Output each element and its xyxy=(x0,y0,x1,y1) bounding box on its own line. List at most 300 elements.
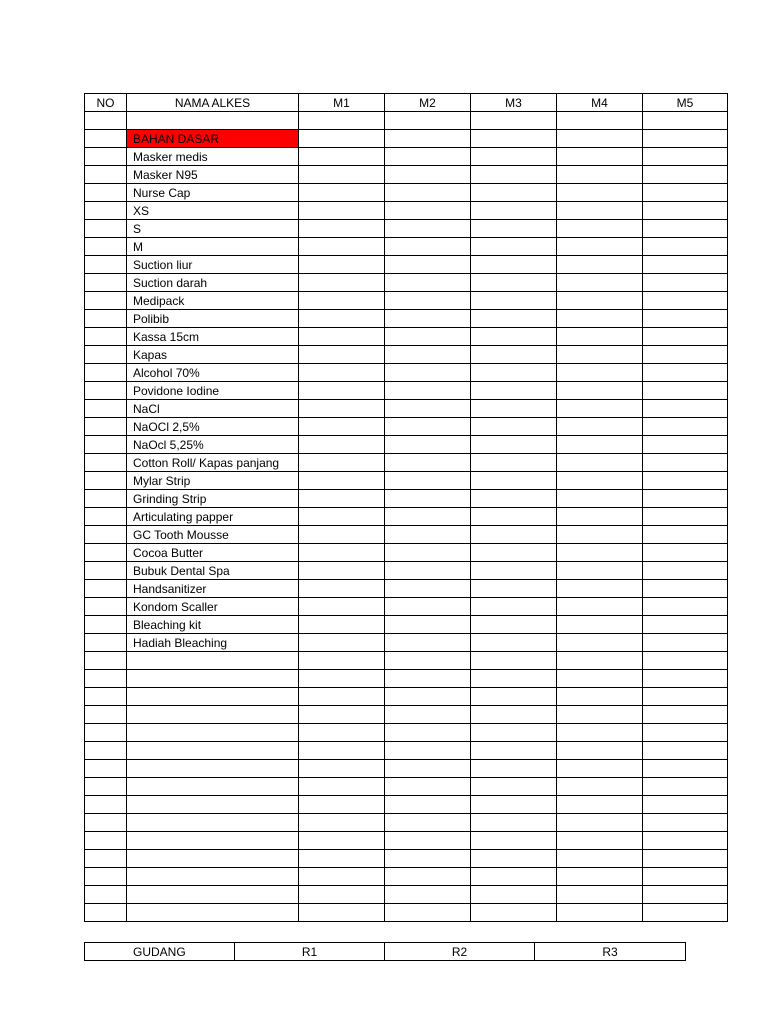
m5-cell xyxy=(643,238,728,256)
m1-cell xyxy=(299,454,385,472)
m3-cell xyxy=(471,328,557,346)
table-row xyxy=(85,202,728,220)
m3-cell xyxy=(471,364,557,382)
no-cell xyxy=(85,868,127,886)
m5-cell xyxy=(643,346,728,364)
no-cell xyxy=(85,760,127,778)
no-cell xyxy=(85,202,127,220)
m2-cell xyxy=(385,580,471,598)
no-cell xyxy=(85,166,127,184)
m5-cell xyxy=(643,490,728,508)
nama-alkes-cell xyxy=(127,868,299,886)
empty-row xyxy=(85,814,728,832)
m4-cell xyxy=(557,400,643,418)
m4-cell xyxy=(557,724,643,742)
m3-cell xyxy=(471,580,557,598)
m4-cell xyxy=(557,832,643,850)
m4-cell xyxy=(557,238,643,256)
nama-alkes-cell: Masker N95 xyxy=(127,166,299,184)
m4-cell xyxy=(557,184,643,202)
table-row xyxy=(85,346,728,364)
m1-cell xyxy=(299,868,385,886)
m1-cell xyxy=(299,688,385,706)
m5-cell xyxy=(643,562,728,580)
empty-row xyxy=(85,832,728,850)
table-row xyxy=(85,436,728,454)
nama-alkes-cell xyxy=(127,832,299,850)
nama-alkes-cell xyxy=(127,796,299,814)
nama-alkes-cell: Nurse Cap xyxy=(127,184,299,202)
m1-cell xyxy=(299,850,385,868)
m2-cell xyxy=(385,670,471,688)
m1-cell xyxy=(299,328,385,346)
table-row xyxy=(85,454,728,472)
m3-cell xyxy=(471,112,557,130)
m4-cell xyxy=(557,580,643,598)
m1-cell xyxy=(299,310,385,328)
table-row xyxy=(85,148,728,166)
m1-cell xyxy=(299,256,385,274)
m4-cell xyxy=(557,688,643,706)
m1-cell xyxy=(299,886,385,904)
nama-alkes-cell xyxy=(127,760,299,778)
empty-row xyxy=(85,652,728,670)
table-row xyxy=(85,274,728,292)
m1-cell xyxy=(299,148,385,166)
m4-cell xyxy=(557,652,643,670)
m1-cell xyxy=(299,544,385,562)
m1-cell xyxy=(299,526,385,544)
m3-cell xyxy=(471,724,557,742)
m5-cell xyxy=(643,166,728,184)
m1-cell xyxy=(299,346,385,364)
no-cell xyxy=(85,886,127,904)
m4-cell xyxy=(557,382,643,400)
m3-cell xyxy=(471,616,557,634)
m2-cell xyxy=(385,832,471,850)
m3-cell xyxy=(471,562,557,580)
m3-cell xyxy=(471,706,557,724)
m4-cell xyxy=(557,526,643,544)
nama-alkes-cell: NaOCl 2,5% xyxy=(127,418,299,436)
no-cell xyxy=(85,598,127,616)
nama-alkes-cell: Cotton Roll/ Kapas panjang xyxy=(127,454,299,472)
m5-cell xyxy=(643,904,728,922)
no-cell xyxy=(85,814,127,832)
empty-row xyxy=(85,742,728,760)
m5-cell xyxy=(643,652,728,670)
nama-alkes-cell xyxy=(127,112,299,130)
m1-cell xyxy=(299,724,385,742)
m2-cell xyxy=(385,112,471,130)
table-row xyxy=(85,634,728,652)
m5-cell xyxy=(643,688,728,706)
no-cell xyxy=(85,724,127,742)
m2-cell xyxy=(385,472,471,490)
m3-cell xyxy=(471,310,557,328)
m3-cell xyxy=(471,634,557,652)
m3-cell xyxy=(471,382,557,400)
m2-cell xyxy=(385,544,471,562)
m2-cell xyxy=(385,562,471,580)
empty-row xyxy=(85,670,728,688)
m3-cell xyxy=(471,166,557,184)
m4-cell xyxy=(557,292,643,310)
empty-row xyxy=(85,760,728,778)
m5-cell xyxy=(643,724,728,742)
empty-row xyxy=(85,688,728,706)
m5-cell xyxy=(643,418,728,436)
m4-cell xyxy=(557,760,643,778)
table-row xyxy=(85,328,728,346)
m4-cell xyxy=(557,868,643,886)
no-cell xyxy=(85,670,127,688)
m4-cell xyxy=(557,166,643,184)
m1-cell xyxy=(299,616,385,634)
m1-cell xyxy=(299,742,385,760)
m4-cell xyxy=(557,508,643,526)
no-cell xyxy=(85,526,127,544)
table-row xyxy=(85,364,728,382)
m1-cell xyxy=(299,652,385,670)
gudang-row xyxy=(85,943,686,961)
m1-cell xyxy=(299,490,385,508)
gudang-label: GUDANG xyxy=(85,943,235,961)
m4-cell xyxy=(557,274,643,292)
table-row xyxy=(85,544,728,562)
m1-cell xyxy=(299,796,385,814)
no-cell xyxy=(85,544,127,562)
m2-cell xyxy=(385,778,471,796)
m5-cell xyxy=(643,112,728,130)
m2-cell xyxy=(385,616,471,634)
table-row xyxy=(85,526,728,544)
m2-cell xyxy=(385,274,471,292)
m3-cell xyxy=(471,256,557,274)
m4-cell xyxy=(557,706,643,724)
m5-cell xyxy=(643,148,728,166)
nama-alkes-cell: NaCl xyxy=(127,400,299,418)
m2-cell xyxy=(385,292,471,310)
m1-cell xyxy=(299,400,385,418)
m1-cell xyxy=(299,382,385,400)
m5-cell xyxy=(643,400,728,418)
m5-cell xyxy=(643,454,728,472)
nama-alkes-cell: Kapas xyxy=(127,346,299,364)
m2-cell xyxy=(385,364,471,382)
empty-row xyxy=(85,796,728,814)
m1-cell xyxy=(299,292,385,310)
m2-cell xyxy=(385,202,471,220)
m1-cell xyxy=(299,562,385,580)
m2-cell xyxy=(385,652,471,670)
m3-cell xyxy=(471,526,557,544)
nama-alkes-cell: Kondom Scaller xyxy=(127,598,299,616)
m4-cell xyxy=(557,598,643,616)
nama-alkes-cell: Medipack xyxy=(127,292,299,310)
nama-alkes-cell: Grinding Strip xyxy=(127,490,299,508)
m1-cell xyxy=(299,184,385,202)
m3-cell xyxy=(471,436,557,454)
m3-cell xyxy=(471,472,557,490)
m5-cell xyxy=(643,598,728,616)
nama-alkes-cell: XS xyxy=(127,202,299,220)
m5-cell xyxy=(643,670,728,688)
header-row xyxy=(85,94,728,112)
m2-cell xyxy=(385,436,471,454)
no-cell xyxy=(85,634,127,652)
m1-cell xyxy=(299,220,385,238)
m4-cell xyxy=(557,490,643,508)
m4-cell xyxy=(557,634,643,652)
no-cell xyxy=(85,346,127,364)
nama-alkes-cell xyxy=(127,814,299,832)
no-cell xyxy=(85,796,127,814)
no-cell xyxy=(85,400,127,418)
nama-alkes-cell xyxy=(127,670,299,688)
m5-cell xyxy=(643,220,728,238)
m2-cell xyxy=(385,526,471,544)
m5-cell xyxy=(643,292,728,310)
m5-cell xyxy=(643,526,728,544)
m4-cell xyxy=(557,670,643,688)
m5-cell xyxy=(643,202,728,220)
m2-cell xyxy=(385,418,471,436)
no-cell xyxy=(85,220,127,238)
no-cell xyxy=(85,742,127,760)
table-row xyxy=(85,562,728,580)
table-row xyxy=(85,580,728,598)
m3-cell xyxy=(471,688,557,706)
m1-cell xyxy=(299,364,385,382)
empty-row xyxy=(85,850,728,868)
m2-cell xyxy=(385,166,471,184)
no-cell xyxy=(85,328,127,346)
m1-cell xyxy=(299,472,385,490)
no-cell xyxy=(85,652,127,670)
nama-alkes-cell xyxy=(127,778,299,796)
m2-cell xyxy=(385,148,471,166)
m2-cell xyxy=(385,454,471,472)
header-m1: M1 xyxy=(299,94,385,112)
no-cell xyxy=(85,184,127,202)
nama-alkes-cell: Masker medis xyxy=(127,148,299,166)
m2-cell xyxy=(385,886,471,904)
m2-cell xyxy=(385,238,471,256)
m2-cell xyxy=(385,688,471,706)
m3-cell xyxy=(471,742,557,760)
no-cell xyxy=(85,778,127,796)
m1-cell xyxy=(299,166,385,184)
nama-alkes-cell xyxy=(127,706,299,724)
no-cell xyxy=(85,364,127,382)
m4-cell xyxy=(557,130,643,148)
m1-cell xyxy=(299,598,385,616)
m4-cell xyxy=(557,886,643,904)
nama-alkes-cell: S xyxy=(127,220,299,238)
m5-cell xyxy=(643,508,728,526)
m4-cell xyxy=(557,796,643,814)
table-row xyxy=(85,166,728,184)
m2-cell xyxy=(385,400,471,418)
m4-cell xyxy=(557,778,643,796)
m4-cell xyxy=(557,742,643,760)
nama-alkes-cell xyxy=(127,724,299,742)
table-row xyxy=(85,310,728,328)
m5-cell xyxy=(643,634,728,652)
m5-cell xyxy=(643,832,728,850)
m1-cell xyxy=(299,634,385,652)
no-cell xyxy=(85,112,127,130)
empty-row xyxy=(85,706,728,724)
header-nama-alkes: NAMA ALKES xyxy=(127,94,299,112)
table-row xyxy=(85,130,728,148)
m5-cell xyxy=(643,868,728,886)
m5-cell xyxy=(643,850,728,868)
m3-cell xyxy=(471,832,557,850)
m1-cell xyxy=(299,508,385,526)
m5-cell xyxy=(643,310,728,328)
m5-cell xyxy=(643,274,728,292)
m4-cell xyxy=(557,202,643,220)
m4-cell xyxy=(557,850,643,868)
nama-alkes-cell: Povidone Iodine xyxy=(127,382,299,400)
empty-row xyxy=(85,724,728,742)
m4-cell xyxy=(557,472,643,490)
m4-cell xyxy=(557,364,643,382)
empty-row xyxy=(85,886,728,904)
m4-cell xyxy=(557,904,643,922)
table-row xyxy=(85,238,728,256)
m2-cell xyxy=(385,634,471,652)
m4-cell xyxy=(557,418,643,436)
no-cell xyxy=(85,688,127,706)
empty-row xyxy=(85,112,728,130)
m3-cell xyxy=(471,652,557,670)
m3-cell xyxy=(471,850,557,868)
m4-cell xyxy=(557,256,643,274)
m3-cell xyxy=(471,130,557,148)
m1-cell xyxy=(299,436,385,454)
nama-alkes-cell: Articulating papper xyxy=(127,508,299,526)
m4-cell xyxy=(557,148,643,166)
m3-cell xyxy=(471,544,557,562)
gudang-r2: R2 xyxy=(385,943,535,961)
table-row xyxy=(85,184,728,202)
m3-cell xyxy=(471,292,557,310)
m4-cell xyxy=(557,346,643,364)
m5-cell xyxy=(643,328,728,346)
table-row xyxy=(85,220,728,238)
m2-cell xyxy=(385,130,471,148)
m5-cell xyxy=(643,436,728,454)
m3-cell xyxy=(471,490,557,508)
m4-cell xyxy=(557,544,643,562)
m4-cell xyxy=(557,436,643,454)
m3-cell xyxy=(471,274,557,292)
m1-cell xyxy=(299,202,385,220)
no-cell xyxy=(85,436,127,454)
nama-alkes-cell: Cocoa Butter xyxy=(127,544,299,562)
m3-cell xyxy=(471,814,557,832)
m5-cell xyxy=(643,814,728,832)
m2-cell xyxy=(385,904,471,922)
inventory-table xyxy=(84,93,728,922)
m2-cell xyxy=(385,310,471,328)
m2-cell xyxy=(385,490,471,508)
table-row xyxy=(85,598,728,616)
m3-cell xyxy=(471,778,557,796)
nama-alkes-cell: Suction darah xyxy=(127,274,299,292)
m5-cell xyxy=(643,184,728,202)
m2-cell xyxy=(385,724,471,742)
m1-cell xyxy=(299,418,385,436)
m3-cell xyxy=(471,868,557,886)
m3-cell xyxy=(471,598,557,616)
no-cell xyxy=(85,904,127,922)
m2-cell xyxy=(385,256,471,274)
m3-cell xyxy=(471,508,557,526)
m3-cell xyxy=(471,238,557,256)
m1-cell xyxy=(299,778,385,796)
table-row xyxy=(85,508,728,526)
nama-alkes-cell: NaOcl 5,25% xyxy=(127,436,299,454)
m3-cell xyxy=(471,418,557,436)
nama-alkes-cell: M xyxy=(127,238,299,256)
nama-alkes-cell: Hadiah Bleaching xyxy=(127,634,299,652)
m3-cell xyxy=(471,400,557,418)
m2-cell xyxy=(385,868,471,886)
m3-cell xyxy=(471,760,557,778)
m4-cell xyxy=(557,112,643,130)
m1-cell xyxy=(299,274,385,292)
m5-cell xyxy=(643,760,728,778)
no-cell xyxy=(85,256,127,274)
m2-cell xyxy=(385,742,471,760)
no-cell xyxy=(85,418,127,436)
m3-cell xyxy=(471,454,557,472)
nama-alkes-cell xyxy=(127,886,299,904)
header-m3: M3 xyxy=(471,94,557,112)
m2-cell xyxy=(385,508,471,526)
m4-cell xyxy=(557,220,643,238)
nama-alkes-cell: Kassa 15cm xyxy=(127,328,299,346)
m2-cell xyxy=(385,346,471,364)
nama-alkes-cell: Alcohol 70% xyxy=(127,364,299,382)
m5-cell xyxy=(643,778,728,796)
header-m5: M5 xyxy=(643,94,728,112)
nama-alkes-cell xyxy=(127,742,299,760)
nama-alkes-cell xyxy=(127,850,299,868)
m1-cell xyxy=(299,832,385,850)
table-row xyxy=(85,382,728,400)
m2-cell xyxy=(385,760,471,778)
no-cell xyxy=(85,130,127,148)
nama-alkes-cell: Bleaching kit xyxy=(127,616,299,634)
no-cell xyxy=(85,616,127,634)
no-cell xyxy=(85,850,127,868)
gudang-r3: R3 xyxy=(535,943,686,961)
nama-alkes-cell: Suction liur xyxy=(127,256,299,274)
table-row xyxy=(85,490,728,508)
m5-cell xyxy=(643,130,728,148)
m3-cell xyxy=(471,148,557,166)
m1-cell xyxy=(299,706,385,724)
no-cell xyxy=(85,508,127,526)
header-no: NO xyxy=(85,94,127,112)
m5-cell xyxy=(643,472,728,490)
no-cell xyxy=(85,472,127,490)
